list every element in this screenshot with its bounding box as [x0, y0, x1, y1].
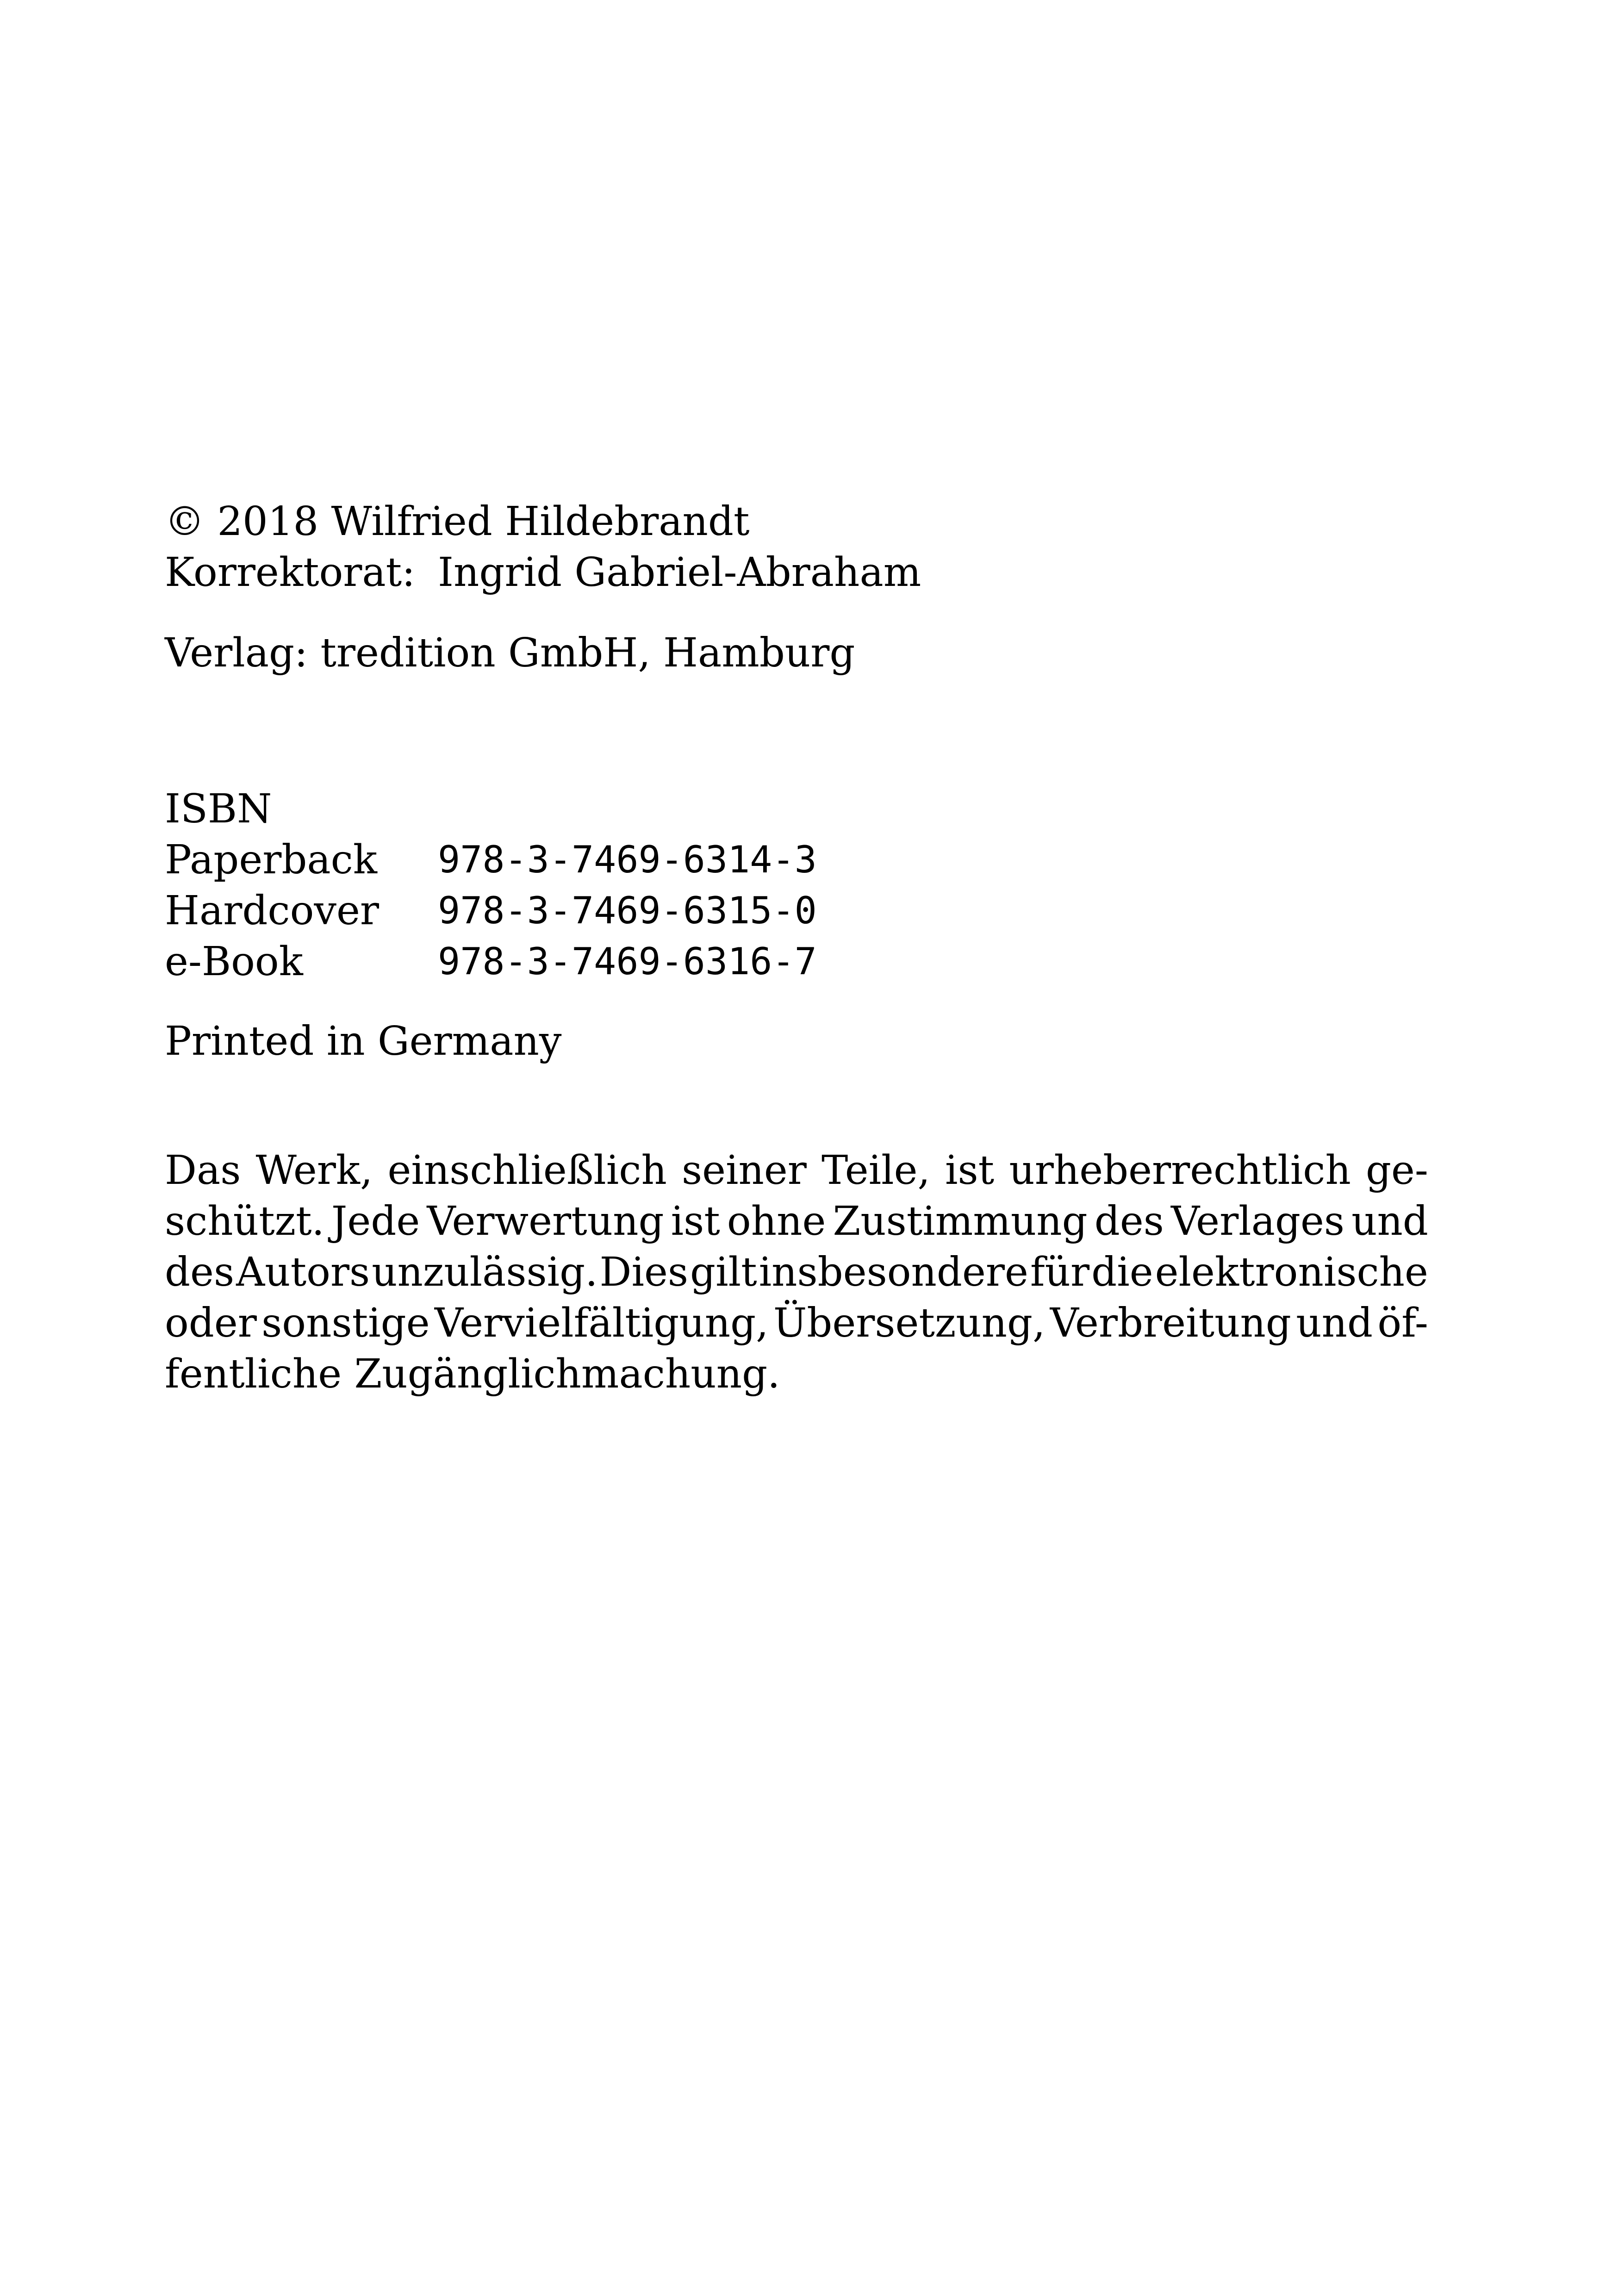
legal-word: insbesondere	[759, 1249, 1028, 1295]
legal-line	[165, 1298, 1428, 1349]
legal-line	[165, 1196, 1428, 1247]
printed-in-line: Printed in Germany	[165, 1018, 562, 1064]
legal-word: Verlages	[1170, 1198, 1345, 1244]
isbn-format-label: Hardcover	[165, 888, 379, 934]
legal-word: und	[1296, 1300, 1373, 1346]
isbn-number: 978-3-7469-6316-7	[438, 940, 817, 983]
legal-word: sonstige	[261, 1300, 430, 1346]
legal-word: Werk,	[255, 1147, 373, 1194]
legal-word: gilt	[690, 1249, 757, 1295]
legal-word: Zustimmung	[833, 1198, 1088, 1244]
legal-word: Verwertung	[427, 1198, 664, 1244]
legal-word: schützt.	[165, 1198, 324, 1244]
legal-word: Vervielfältigung,	[434, 1300, 769, 1346]
legal-word: einschließlich	[387, 1147, 667, 1194]
copyright-line: © 2018 Wilfried Hildebrandt	[165, 498, 750, 545]
legal-word: urheberrechtlich	[1009, 1147, 1351, 1194]
legal-word: oder	[165, 1300, 257, 1346]
legal-word: des	[165, 1249, 235, 1295]
proofreading-name: Ingrid Gabriel-Abraham	[438, 549, 921, 596]
legal-word: ohne	[727, 1198, 826, 1244]
legal-word: für	[1030, 1249, 1090, 1295]
legal-notice	[165, 1145, 1428, 1400]
legal-word: Übersetzung,	[773, 1300, 1045, 1346]
legal-word: Teile,	[821, 1147, 930, 1194]
isbn-row-paperback	[165, 834, 817, 885]
legal-word: ist	[945, 1147, 995, 1194]
isbn-number: 978-3-7469-6315-0	[438, 889, 817, 932]
proofreading-label: Korrektorat:	[165, 549, 416, 596]
publisher-line: Verlag: tredition GmbH, Hamburg	[165, 630, 855, 676]
legal-word: unzulässig.	[372, 1249, 598, 1295]
legal-word: Autors	[236, 1249, 370, 1295]
isbn-format-label: Paperback	[165, 837, 377, 883]
legal-word: elektronische	[1155, 1249, 1428, 1295]
isbn-format-label: e-Book	[165, 939, 303, 985]
isbn-row-hardcover	[165, 885, 817, 936]
legal-word: des	[1094, 1198, 1164, 1244]
legal-word: Dies	[599, 1249, 689, 1295]
isbn-row-ebook	[165, 936, 817, 987]
legal-line	[165, 1247, 1428, 1298]
legal-word: Jede	[331, 1198, 420, 1244]
proofreading-row	[165, 547, 921, 598]
legal-word: seiner	[681, 1147, 807, 1194]
isbn-block	[165, 784, 817, 987]
legal-word: und	[1351, 1198, 1428, 1244]
printed-block	[165, 1016, 561, 1067]
legal-line: fentliche Zugänglichmachung.	[165, 1351, 780, 1397]
isbn-number: 978-3-7469-6314-3	[438, 838, 817, 881]
copyright-block	[165, 496, 921, 598]
legal-word: ge-	[1365, 1147, 1428, 1194]
legal-word: Das	[165, 1147, 241, 1194]
publisher-block	[165, 628, 855, 678]
legal-word: ist	[671, 1198, 720, 1244]
legal-word: Verbreitung	[1050, 1300, 1291, 1346]
isbn-heading: ISBN	[165, 786, 272, 832]
legal-line	[165, 1145, 1428, 1196]
legal-word: öf-	[1377, 1300, 1428, 1346]
legal-word: die	[1091, 1249, 1153, 1295]
